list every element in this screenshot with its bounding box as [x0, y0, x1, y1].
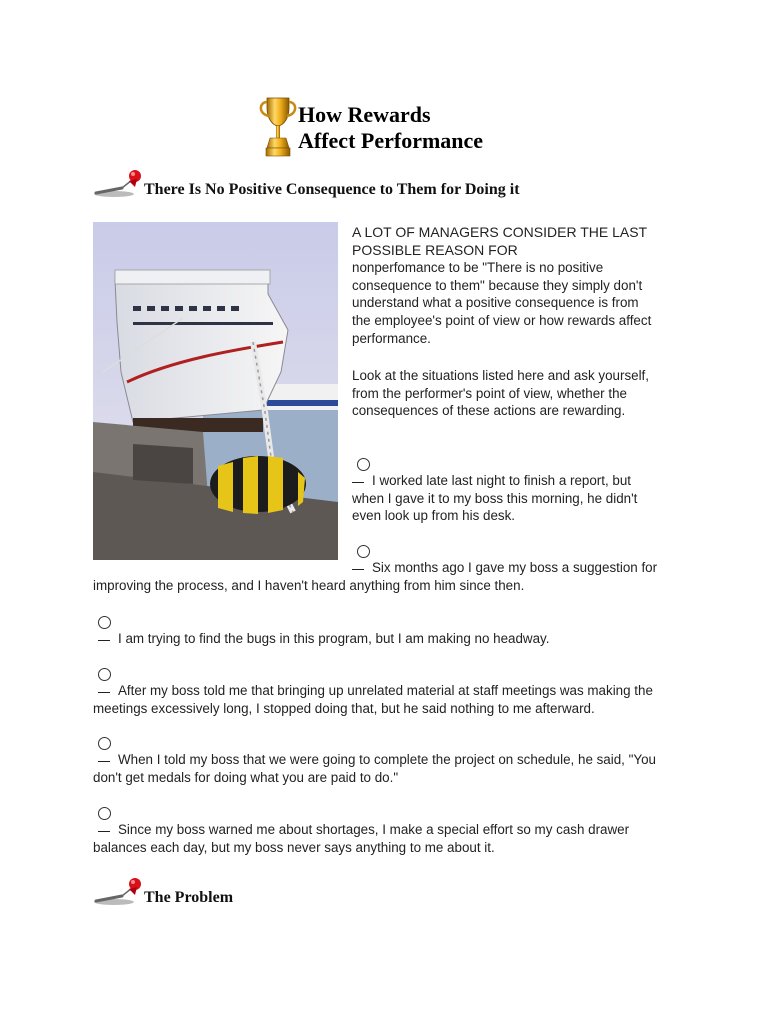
situation-radio-2[interactable] — [357, 545, 370, 558]
situation-radio-5[interactable] — [98, 737, 111, 750]
situation-item-4 — [93, 666, 659, 720]
answer-blank — [98, 640, 110, 641]
intro-caps: A LOT OF MANAGERS CONSIDER THE LAST POSSIBLE REASON FOR — [352, 224, 647, 258]
situation-text-4: After my boss told me that bringing up unrelated material at staff meetings was making the meetings excessively long, I stopped doing that, but he said nothing to me afterward. — [93, 683, 653, 716]
instructions-paragraph: Look at the situations listed here and ask yourself, from the performer's point of view, whether the consequences of these actions are rewarding. — [352, 368, 650, 419]
situation-text-3: I am trying to find the bugs in this program, but I am making no headway. — [118, 631, 550, 646]
situation-radio-1[interactable] — [357, 458, 370, 471]
situation-radio-6[interactable] — [98, 807, 111, 820]
answer-blank — [352, 569, 364, 570]
pushpin-icon — [92, 168, 144, 202]
pushpin-icon — [92, 876, 144, 910]
section-title: There Is No Positive Consequence to Them for Doing it — [144, 181, 520, 198]
answer-blank — [98, 761, 110, 762]
answer-blank — [352, 482, 364, 483]
situation-text-1: I worked late last night to finish a report, but when I gave it to my boss this morning, he didn't even look up from his desk. — [352, 473, 638, 524]
situation-radio-3[interactable] — [98, 616, 111, 629]
trophy-icon — [258, 94, 298, 160]
section-heading-2 — [92, 876, 652, 910]
section-heading-1 — [92, 168, 652, 202]
situation-radio-4[interactable] — [98, 668, 111, 681]
answer-blank — [98, 831, 110, 832]
intro-text: nonperfomance to be "There is no positive consequence to them" because they simply don't understand what a positive consequence is from the employee's point of view or how rewards affect performance. — [352, 260, 652, 346]
title-line-1: How Rewards — [298, 102, 431, 127]
situation-item-1 — [93, 456, 659, 526]
situation-item-6 — [93, 805, 659, 859]
situation-item-3 — [93, 614, 659, 650]
answer-blank — [98, 692, 110, 693]
section-title: The Problem — [144, 889, 234, 906]
title-line-2: Affect Performance — [298, 128, 484, 153]
situation-item-2 — [93, 543, 659, 595]
situation-text-6: Since my boss warned me about shortages, I make a special effort so my cash drawer balances each day, but my boss never says anything to me about it. — [93, 822, 630, 855]
intro-paragraph — [352, 224, 652, 347]
situation-item-5 — [93, 735, 659, 789]
situation-text-2: Six months ago I gave my boss a suggestion for improving the process, and I haven't heard anything from him since then. — [93, 560, 658, 593]
situation-text-5: When I told my boss that we were going to complete the project on schedule, he said, "You don't get medals for doing what you are paid to do." — [93, 752, 656, 785]
